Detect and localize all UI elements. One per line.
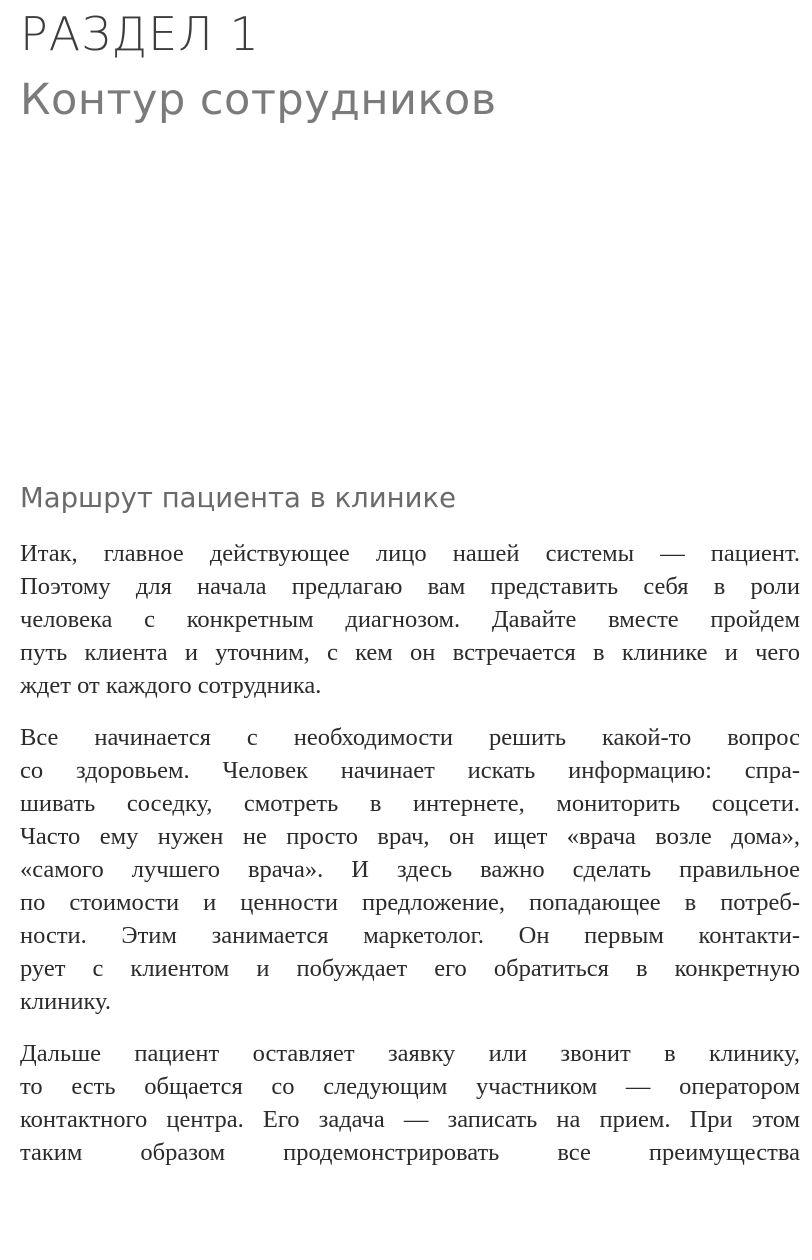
text-line: таким образом продемонстрировать все преимущества [20,1139,800,1166]
text-line: рует с клиентом и побуждает его обратиться в конкретную [20,955,800,982]
text-line: со здоровьем. Человек начинает искать информацию: спра- [20,757,800,784]
section-label: РАЗДЕЛ 1 [20,7,260,61]
paragraph-1 [20,537,800,702]
text-line: Дальше пациент оставляет заявку или звонит в клинику, [20,1040,800,1067]
text-line: то есть общается со следующим участником — оператором [20,1073,800,1100]
text-line: по стоимости и ценности предложение, попадающее в потреб- [20,889,800,916]
article-body [20,537,800,1188]
text-line: шивать соседку, смотреть в интернете, мониторить соцсети. [20,790,800,817]
text-line: путь клиента и уточним, с кем он встречается в клинике и чего [20,639,800,666]
text-line: Итак, главное действующее лицо нашей системы — пациент. [20,540,800,567]
text-line: ности. Этим занимается маркетолог. Он первым контакти- [20,922,800,949]
text-line: контактного центра. Его задача — записать на прием. При этом [20,1106,800,1133]
text-line: Все начинается с необходимости решить какой-то вопрос [20,724,800,751]
article-subheading: Маршрут пациента в клинике [20,482,457,514]
text-line: «самого лучшего врача». И здесь важно сделать правильное [20,856,800,883]
paragraph-2 [20,721,800,1018]
section-title: Контур сотрудников [20,75,497,125]
text-line: человека с конкретным диагнозом. Давайте вместе пройдем [20,606,800,633]
text-line: ждет от каждого сотрудника. [20,672,322,699]
text-line: Часто ему нужен не просто врач, он ищет «врача возле дома», [20,823,800,850]
paragraph-3 [20,1037,800,1169]
text-line: клинику. [20,988,111,1015]
text-line: Поэтому для начала предлагаю вам представить себя в роли [20,573,800,600]
